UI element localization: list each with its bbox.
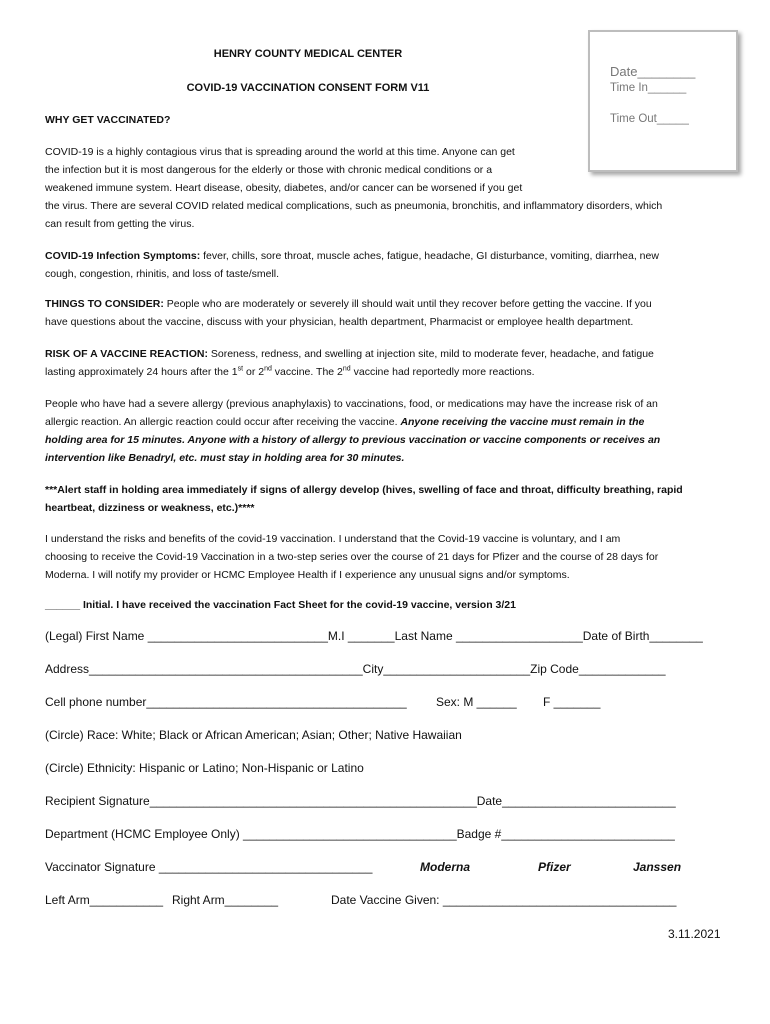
consider-paragraph	[45, 295, 745, 331]
consider-text: People who are moderately or severely ill should wait until they recover before getting the vaccine. If you	[163, 298, 652, 310]
understand-line: I understand the risks and benefits of the covid-19 vaccination. I understand that the Covid-19 vaccine is voluntary, and I am	[45, 533, 621, 545]
why-line: weakened immune system. Heart disease, obesity, diabetes, and/or cancer can be worsened if you get	[45, 182, 523, 194]
cell-phone-field[interactable]: Cell phone number_______________________________________	[45, 695, 407, 709]
pfizer-option[interactable]: Pfizer	[538, 860, 571, 874]
risk-paragraph	[45, 345, 745, 381]
footer-date: 3.11.2021	[668, 927, 721, 941]
sex-m-field[interactable]: Sex: M ______	[436, 695, 517, 709]
why-heading: WHY GET VACCINATED?	[45, 114, 171, 126]
risk-text-a: lasting approximately 24 hours after the 1	[45, 366, 238, 378]
vaccinator-signature-field[interactable]: Vaccinator Signature ________________________________	[45, 860, 373, 874]
allergy-warning: Anyone receiving the vaccine must remain in the	[400, 416, 645, 428]
symptoms-text: fever, chills, sore throat, muscle aches, fatigue, headache, GI disturbance, vomiting, diarrhea, new	[200, 250, 659, 262]
recipient-signature-field[interactable]: Recipient Signature_________________________________________________Date__________________________	[45, 794, 676, 808]
department-field[interactable]: Department (HCMC Employee Only) ________________________________Badge #__________________________	[45, 827, 675, 841]
understand-line: Moderna. I will notify my provider or HCMC Employee Health if I experience any unusual signs and/or symptoms.	[45, 569, 570, 581]
allergy-line-1: People who have had a severe allergy (previous anaphylaxis) to vaccinations, food, or medications may have the increase risk of an	[45, 398, 658, 410]
initial-line[interactable]: ______ Initial. I have received the vaccination Fact Sheet for the covid-19 vaccine, version 3/21	[45, 599, 516, 611]
time-box-time-out: Time Out_____	[610, 113, 689, 125]
race-field[interactable]: (Circle) Race: White; Black or African American; Asian; Other; Native Hawaiian	[45, 728, 462, 742]
symptoms-paragraph	[45, 247, 745, 283]
consider-label: THINGS TO CONSIDER:	[45, 298, 164, 310]
left-arm-field[interactable]: Left Arm___________	[45, 893, 164, 907]
risk-text: Soreness, redness, and swelling at injection site, mild to moderate fever, headache, and fatigue	[207, 348, 654, 360]
consider-text-2: have questions about the vaccine, discuss with your physician, health department, Pharmacist or employee health department.	[45, 316, 634, 328]
moderna-option[interactable]: Moderna	[420, 860, 471, 874]
why-line: COVID-19 is a highly contagious virus that is spreading around the world at this time. Anyone can get	[45, 146, 515, 158]
sup-nd-2: nd	[342, 365, 351, 373]
understand-paragraph	[45, 530, 750, 584]
address-fields[interactable]: Address_________________________________________City______________________Zip Code_____________	[45, 662, 666, 676]
sup-st: st	[237, 365, 244, 373]
time-box-time-in: Time In______	[610, 82, 687, 94]
right-arm-field[interactable]: Right Arm________	[172, 893, 279, 907]
symptoms-text-2: cough, congestion, rhinitis, and loss of taste/smell.	[45, 268, 280, 280]
name-fields[interactable]: (Legal) First Name ___________________________M.I _______Last Name ___________________Date of Birth________	[45, 629, 703, 643]
why-line: can result from getting the virus.	[45, 218, 195, 230]
risk-text-b: or 2	[243, 366, 265, 378]
janssen-option[interactable]: Janssen	[633, 860, 682, 874]
understand-line: choosing to receive the Covid-19 Vaccination in a two-step series over the course of 21 days for Pfizer and the course of 28 days for	[45, 551, 659, 563]
organization-title: HENRY COUNTY MEDICAL CENTER	[213, 48, 403, 60]
sex-f-field[interactable]: F _______	[543, 695, 601, 709]
why-line: the infection but it is most dangerous for the elderly or those with chronic medical conditions or a	[45, 164, 493, 176]
risk-text-c: vaccine. The 2	[271, 366, 343, 378]
ethnicity-field[interactable]: (Circle) Ethnicity: Hispanic or Latino; Non-Hispanic or Latino	[45, 761, 364, 775]
sup-nd: nd	[264, 365, 272, 373]
alert-line-2: heartbeat, dizziness or weakness, etc.)****	[45, 502, 255, 514]
time-box-date: Date________	[610, 64, 696, 79]
why-line: the virus. There are several COVID related medical complications, such as pneumonia, bronchitis, and inflammatory disorders, which	[45, 200, 663, 212]
date-vaccine-given-field[interactable]: Date Vaccine Given: ___________________________________	[331, 893, 677, 907]
alert-line-1: ***Alert staff in holding area immediately if signs of allergy develop (hives, swelling of face and throat, difficulty breathing, rapid	[45, 484, 683, 496]
allergy-line-3: holding area for 15 minutes. Anyone with a history of allergy to previous vaccination or vaccine components or receives an	[45, 434, 661, 446]
form-title: COVID-19 VACCINATION CONSENT FORM V11	[186, 82, 430, 94]
why-paragraph	[45, 143, 745, 233]
allergy-paragraph	[45, 395, 750, 467]
allergy-line-2: allergic reaction. An allergic reaction could occur after receiving the vaccine.	[45, 416, 401, 428]
alert-paragraph	[45, 481, 750, 517]
risk-label: RISK OF A VACCINE REACTION:	[45, 348, 208, 360]
symptoms-label: COVID-19 Infection Symptoms:	[45, 250, 201, 262]
allergy-line-4: intervention like Benadryl, etc. must stay in holding area for 30 minutes.	[45, 452, 405, 464]
risk-text-d: vaccine had reportedly more reactions.	[350, 366, 535, 378]
